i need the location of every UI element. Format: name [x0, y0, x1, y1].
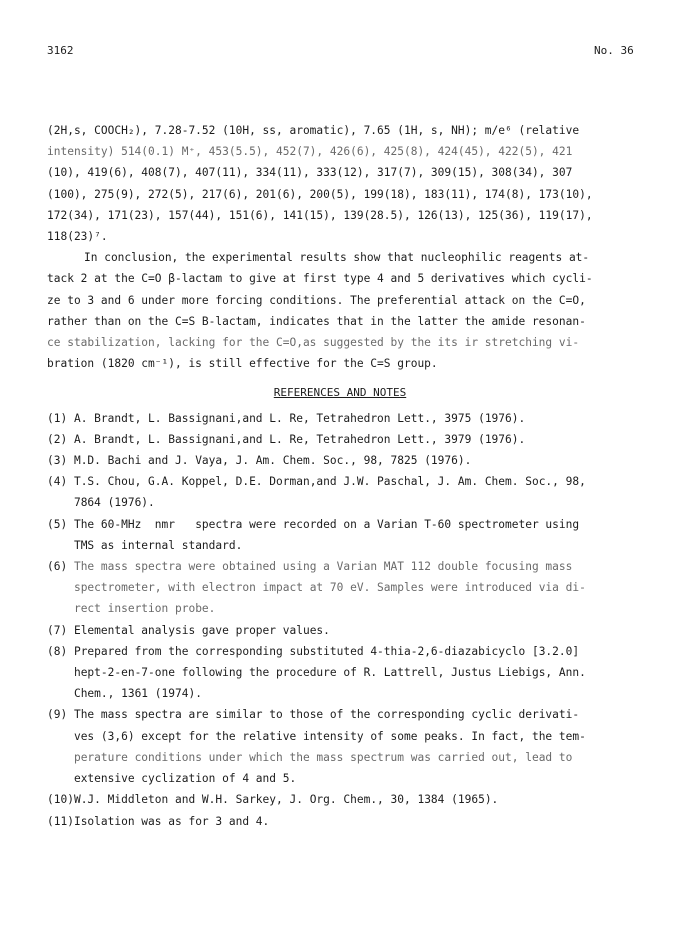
reference-line: The mass spectra are similar to those of the corresponding cyclic derivati-	[73, 708, 580, 722]
text-line: intensity) 514(0.1) M⁺, 453(5.5), 452(7), 426(6), 425(8), 424(45), 422(5), 421	[47, 145, 573, 159]
reference-item	[47, 450, 633, 471]
reference-line: Chem., 1361 (1974).	[73, 687, 202, 701]
conclusion-paragraph	[47, 247, 633, 374]
reference-line: rect insertion probe.	[73, 602, 216, 616]
reference-text	[74, 811, 633, 832]
reference-item	[47, 514, 633, 556]
reference-text	[74, 429, 633, 450]
text-line: bration (1820 cm⁻¹), is still effective for the C=S group.	[47, 357, 438, 371]
reference-item	[47, 429, 633, 450]
reference-number: (4)	[47, 475, 74, 489]
reference-text	[74, 789, 633, 810]
text-line: ce stabilization, lacking for the C=O,as suggested by the its ir stretching vi-	[47, 336, 580, 350]
issue-number: No. 36	[594, 44, 634, 57]
reference-number: (1)	[47, 411, 74, 425]
text-line: rather than on the C=S B-lactam, indicates that in the latter the amide resonan-	[47, 314, 586, 328]
reference-number: (7)	[47, 623, 74, 637]
reference-line: A. Brandt, L. Bassignani,and L. Re, Tetrahedron Lett., 3979 (1976).	[73, 432, 526, 446]
reference-item	[47, 811, 633, 832]
reference-text	[74, 704, 633, 789]
reference-number: (5)	[47, 517, 74, 531]
reference-number: (2)	[47, 432, 74, 446]
reference-line: 7864 (1976).	[73, 496, 155, 510]
reference-line: ves (3,6) except for the relative intensity of some peaks. In fact, the tem-	[73, 729, 586, 743]
reference-text	[74, 556, 633, 620]
text-line: 172(34), 171(23), 157(44), 151(6), 141(15), 139(28.5), 126(13), 125(36), 119(17),	[47, 208, 593, 222]
reference-line: The 60-MHz nmr spectra were recorded on a Varian T-60 spectrometer using	[73, 517, 580, 531]
article-body	[47, 120, 633, 832]
reference-number: (11)	[47, 814, 74, 828]
text-line: tack 2 at the C=O β-lactam to give at first type 4 and 5 derivatives which cycli-	[47, 272, 593, 286]
references-list	[47, 408, 633, 832]
reference-item	[47, 641, 633, 705]
reference-text	[74, 450, 633, 471]
reference-line: Isolation was as for 3 and 4.	[73, 814, 270, 828]
reference-item	[47, 408, 633, 429]
reference-line: Elemental analysis gave proper values.	[73, 623, 330, 637]
reference-item	[47, 789, 633, 810]
reference-text	[74, 641, 633, 705]
reference-text	[74, 408, 633, 429]
text-line: 118(23)⁷.	[47, 230, 108, 244]
reference-item	[47, 471, 633, 513]
text-line: (100), 275(9), 272(5), 217(6), 201(6), 200(5), 199(18), 183(11), 174(8), 173(10),	[47, 187, 593, 201]
reference-line: A. Brandt, L. Bassignani,and L. Re, Tetrahedron Lett., 3975 (1976).	[73, 411, 526, 425]
references-heading: REFERENCES AND NOTES	[273, 386, 407, 400]
reference-number: (6)	[47, 560, 74, 574]
reference-line: extensive cyclization of 4 and 5.	[73, 772, 297, 786]
reference-line: TMS as internal standard.	[73, 538, 243, 552]
text-line: (2H,s, COOCH₂), 7.28-7.52 (10H, ss, aromatic), 7.65 (1H, s, NH); m/e⁶ (relative	[47, 124, 580, 137]
reference-text	[74, 620, 633, 641]
reference-number: (9)	[47, 708, 74, 722]
reference-line: M.D. Bachi and J. Vaya, J. Am. Chem. Soc., 98, 7825 (1976).	[73, 454, 472, 468]
reference-item	[47, 620, 633, 641]
reference-item	[47, 556, 633, 620]
reference-text	[74, 471, 633, 513]
reference-line: spectrometer, with electron impact at 70 eV. Samples were introduced via di-	[73, 581, 586, 595]
text-line: In conclusion, the experimental results show that nucleophilic reagents at-	[84, 251, 590, 265]
page-number: 3162	[47, 44, 74, 57]
reference-line: perature conditions under which the mass spectrum was carried out, lead to	[73, 750, 573, 764]
reference-number: (8)	[47, 644, 74, 658]
reference-line: W.J. Middleton and W.H. Sarkey, J. Org. Chem., 30, 1384 (1965).	[73, 793, 499, 807]
reference-line: hept-2-en-7-one following the procedure of R. Lattrell, Justus Liebigs, Ann.	[73, 666, 586, 680]
reference-item	[47, 704, 633, 789]
text-line: ze to 3 and 6 under more forcing conditions. The preferential attack on the C=O,	[47, 293, 586, 307]
reference-number: (10)	[47, 793, 74, 807]
reference-line: T.S. Chou, G.A. Koppel, D.E. Dorman,and J.W. Paschal, J. Am. Chem. Soc., 98,	[73, 475, 586, 489]
reference-line: The mass spectra were obtained using a Varian MAT 112 double focusing mass	[73, 560, 573, 574]
text-line: (10), 419(6), 408(7), 407(11), 334(11), 333(12), 317(7), 309(15), 308(34), 307	[47, 166, 573, 180]
spectral-data-paragraph	[47, 120, 633, 247]
reference-text	[74, 514, 633, 556]
reference-number: (3)	[47, 454, 74, 468]
reference-line: Prepared from the corresponding substituted 4-thia-2,6-diazabicyclo [3.2.0]	[73, 644, 580, 658]
